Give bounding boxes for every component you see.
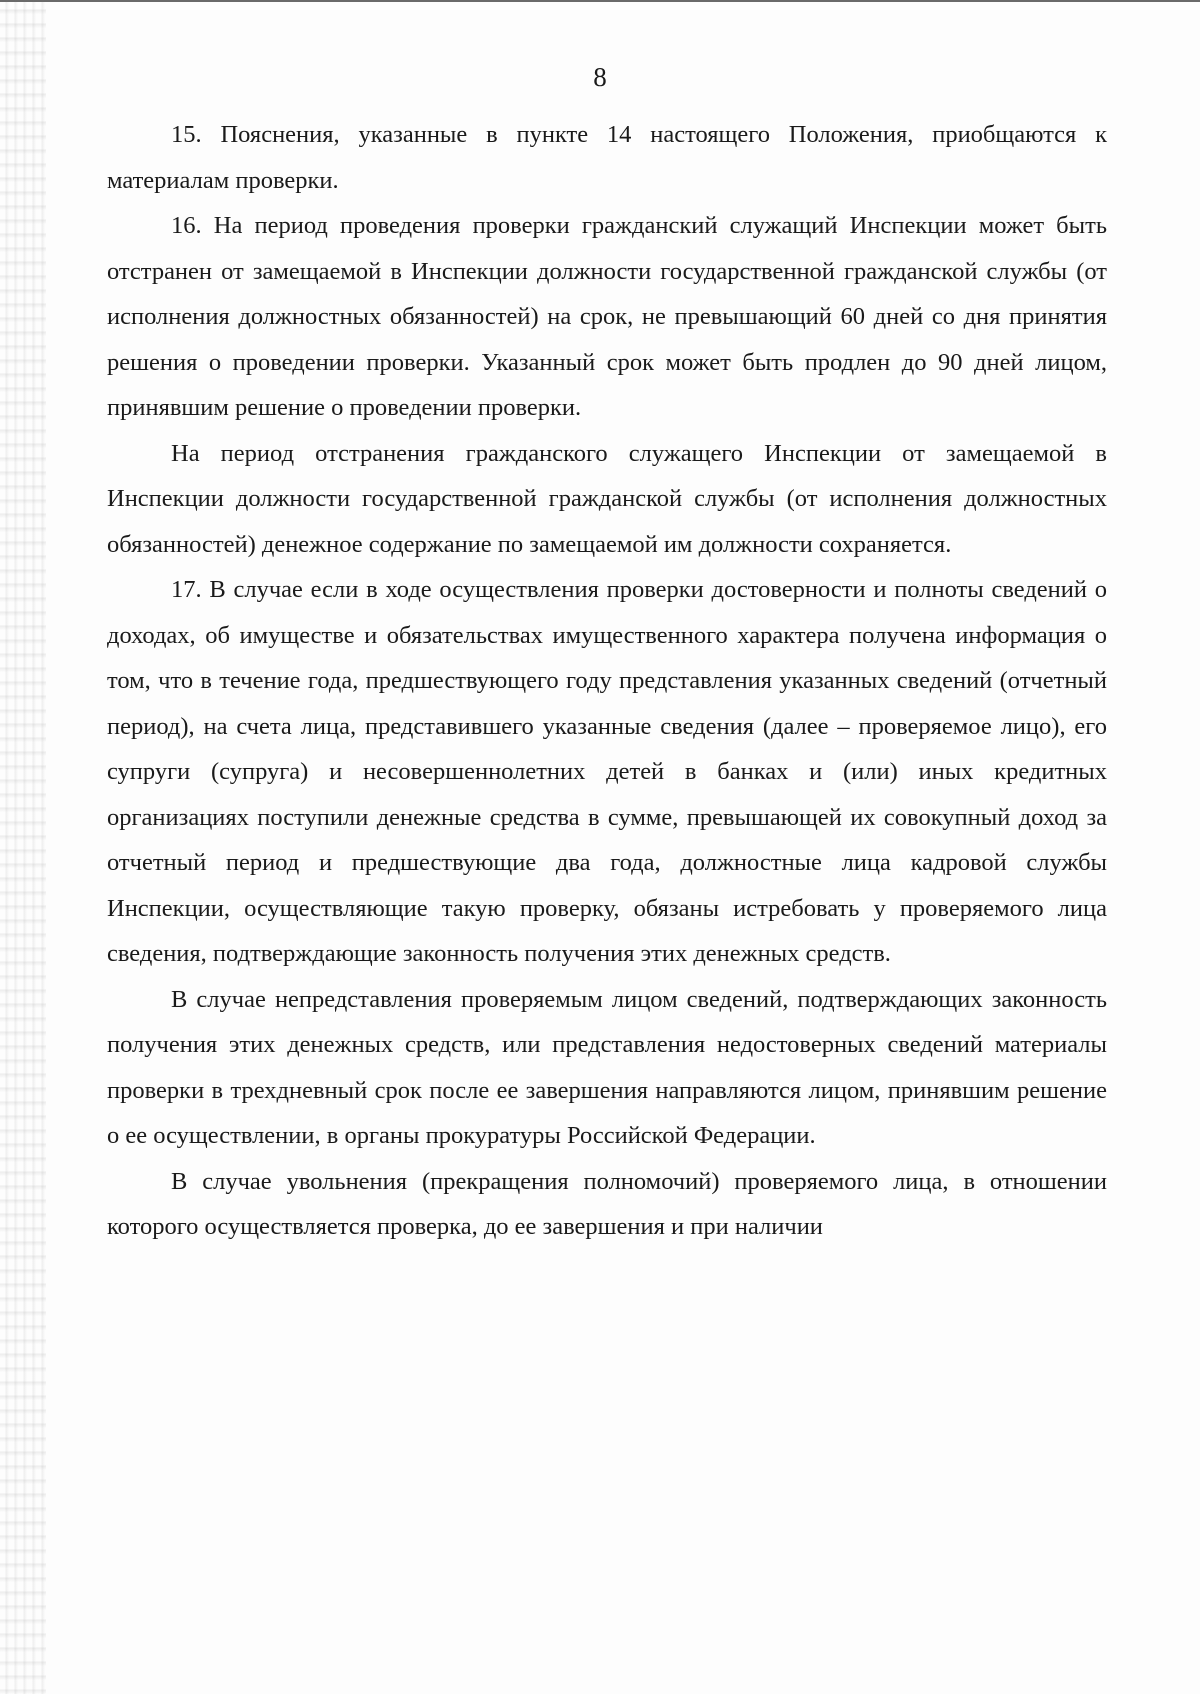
paragraph-16-suspension-salary: На период отстранения гражданского служащего Инспекции от замещаемой в Инспекции должности государственной гражданской службы (от исполнения должностных обязанностей) денежное содержание по замещаемой им должности сохраняется.	[107, 439, 1107, 558]
paragraph-17-prosecution: В случае непредставления проверяемым лицом сведений, подтверждающих законность получения этих денежных средств, или представления недостоверных сведений материалы проверки в трехдневный срок после ее завершения направляются лицом, принявшим решение о ее осуществлении, в органы прокуратуры Российской Федерации.	[107, 985, 1107, 1149]
paragraph-17-dismissal: В случае увольнения (прекращения полномочий) проверяемого лица, в отношении которого осуществляется проверка, до ее завершения и при наличии	[107, 1167, 1107, 1240]
scan-top-border	[0, 0, 1200, 2]
document-body	[107, 112, 1107, 1250]
paragraph-17: 17. В случае если в ходе осуществления проверки достоверности и полноты сведений о доходах, об имуществе и обязательствах имущественного характера получена информация о том, что в течение года, предшествующего году представления указанных сведений (отчетный период), на счета лица, представившего указанные сведения (далее – проверяемое лицо), его супруги (супруга) и несовершеннолетних детей в банках и (или) иных кредитных организациях поступили денежные средства в сумме, превышающей их совокупный доход за отчетный период и предшествующие два года, должностные лица кадровой службы Инспекции, осуществляющие такую проверку, обязаны истребовать у проверяемого лица сведения, подтверждающие законность получения этих денежных средств.	[107, 576, 1107, 967]
scan-left-edge-noise	[0, 0, 46, 1694]
paragraph-16: 16. На период проведения проверки гражданский служащий Инспекции может быть отстранен от замещаемой в Инспекции должности государственной гражданской службы (от исполнения должностных обязанностей) на срок, не превышающий 60 дней со дня принятия решения о проведении проверки. Указанный срок может быть продлен до 90 дней лицом, принявшим решение о проведении проверки.	[107, 212, 1107, 421]
paragraph-15: 15. Пояснения, указанные в пункте 14 настоящего Положения, приобщаются к материалам проверки.	[107, 121, 1107, 194]
page-number: 8	[593, 62, 607, 92]
